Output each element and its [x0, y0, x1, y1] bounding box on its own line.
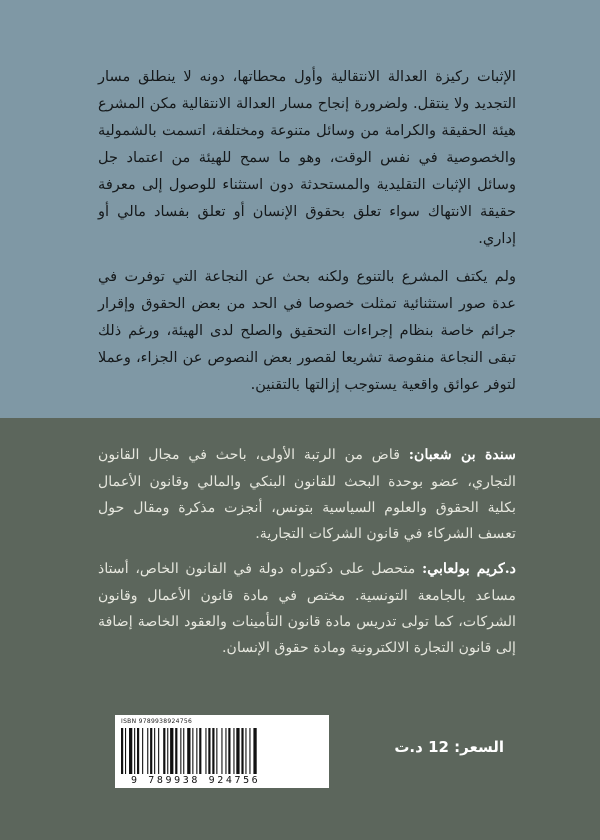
author-name-2: د.كريم بولعابي:	[421, 561, 516, 578]
barcode	[115, 715, 329, 788]
author-bio-2	[98, 556, 516, 662]
author-bio-text-2: متحصل على دكتوراه دولة في القانون الخاص، أستاذ مساعد بالجامعة التونسية. مختص في مادة قانون الأعمال وقانون الشركات، كما تولى تدريس مادة قانون التأمينات والعقود الخاصة إضافة إلى قانون التجارة الالكترونية ومادة حقوق الإنسان.	[98, 561, 516, 657]
summary-paragraph-2: ولم يكتف المشرع بالتنوع ولكنه بحث عن النجاعة التي توفرت في عدة صور استثنائية تمثلت خصوصا في الحد من بعض الحقوق وإقرار جرائم خاصة بنظام إجراءات التحقيق والصلح لدى الهيئة، ورغم ذلك تبقى النجاعة منقوصة تشريعا لقصور بعض النصوص عن الجزاء، وعملا لتوفر عوائق واقعية يستوجب إزالتها بالتقنين.	[98, 267, 516, 393]
price-label: السعر: 12 د.ت	[394, 738, 504, 756]
author-bio-1	[98, 442, 516, 548]
summary-paragraph-1: الإثبات ركيزة العدالة الانتقالية وأول محطاتها، دونه لا ينطلق مسار التجديد ولا ينتقل. ولضرورة إنجاح مسار العدالة الانتقالية مكن المشرع هيئة الحقيقة والكرامة من وسائل متنوعة ومختلفة، اتسمت بالشمولية والخصوصية في نفس الوقت، وهو ما سمح للهيئة من اعتماد جل وسائل الإثبات التقليدية والمستحدثة دون استثناء للوصول إلى معرفة حقيقة الانتهاك سواء تعلق بحقوق الإنسان أو تعلق بفساد مالي أو إداري.	[98, 67, 516, 247]
author-bio-text-1: قاض من الرتبة الأولى، باحث في مجال القانون التجاري، عضو بوحدة البحث للقانون البنكي والمالي وقانون الأعمال بكلية الحقوق والعلوم السياسية بتونس، أنجزت مذكرة ومقال حول تعسف الشركاء في قانون الشركات التجارية.	[98, 447, 516, 543]
summary-panel	[0, 0, 600, 418]
isbn-label: ISBN 9789938924756	[121, 718, 193, 725]
barcode-bars	[121, 728, 323, 774]
author-name-1: سندة بن شعبان:	[408, 447, 516, 464]
isbn-digits: 9 789938 924756	[131, 775, 261, 786]
